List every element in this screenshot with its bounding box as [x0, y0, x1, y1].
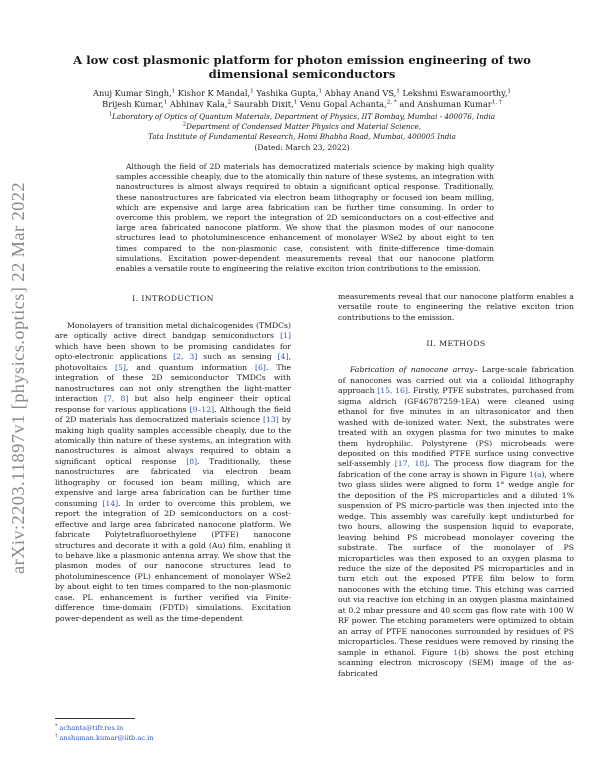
affiliation-text: Laboratory of Optics of Quantum Materials, Department of Physics, IIT Bombay, Mumbai - 400076, India	[112, 112, 496, 121]
affiliation-mark: 2	[182, 121, 187, 128]
author-affil-mark: 2	[227, 99, 232, 106]
author-affil-mark: 1	[250, 88, 254, 95]
author-affil-mark: 1	[171, 88, 176, 95]
footnote-email-link[interactable]: anshuman.kumar@iitb.ac.in	[59, 734, 154, 742]
arxiv-stamp	[6, 178, 30, 578]
citation-link[interactable]: [14]	[102, 498, 119, 508]
intro-continuation: measurements reveal that our nanocone platform enables a versatile route to engineering the relative exciton trion contributions to the emission.	[338, 292, 574, 322]
author-name: Abhinav Kala,	[167, 99, 228, 109]
footnote-mark: *	[55, 723, 58, 729]
affiliation-mark: 1	[108, 111, 113, 118]
citation-link[interactable]: a	[536, 469, 542, 479]
citation-link[interactable]: [8]	[186, 456, 198, 466]
author-name: Kishor K Mandal,	[175, 88, 251, 98]
paper-title: A low cost plasmonic platform for photon emission engineering of two dimensional semiconductors	[73, 53, 531, 81]
author-affil-mark: 1	[507, 88, 511, 95]
author-name: Yashika Gupta,	[253, 88, 319, 98]
citation-link[interactable]: [2, 3]	[173, 352, 198, 362]
citation-link[interactable]: [7, 8]	[103, 394, 129, 404]
footnote-mark: †	[55, 733, 58, 739]
citation-link[interactable]: [17, 18]	[394, 459, 428, 469]
author-affil-mark: 1, †	[491, 99, 502, 106]
dated-line: (Dated: March 23, 2022)	[254, 143, 350, 152]
author-affil-mark: 2, *	[386, 99, 397, 106]
citation-link[interactable]: [6]	[255, 362, 266, 372]
author-name: Anuj Kumar Singh,	[93, 88, 172, 98]
citation-link[interactable]: [5]	[115, 362, 126, 372]
footnote	[55, 724, 291, 733]
affiliation-line	[60, 112, 544, 122]
affiliation-text: Department of Condensed Matter Physics and Material Science,	[186, 122, 422, 131]
run-in-heading: Fabrication of nanocone array	[350, 365, 474, 375]
author-affil-mark: 1	[293, 99, 298, 106]
intro-heading: I. INTRODUCTION	[132, 294, 214, 303]
affiliation-line	[60, 132, 544, 142]
affiliation-text: Tata Institute of Fundamental Research, Homi Bhabha Road, Mumbai, 400005 India	[148, 132, 456, 141]
author-affil-mark: 1	[163, 99, 168, 106]
citation-link[interactable]: [1]	[280, 331, 291, 341]
author-name: Lekshmi Eswaramoorthy,	[399, 88, 508, 98]
author-affil-mark: 1	[318, 88, 323, 95]
author-name: Brijesh Kumar,	[102, 99, 164, 109]
left-column	[55, 292, 291, 624]
citation-link[interactable]: [15, 16]	[377, 386, 408, 396]
author-name: Venu Gopal Achanta,	[297, 99, 387, 109]
footnote	[55, 734, 291, 743]
citation-link[interactable]: [13]	[263, 415, 279, 425]
affiliations	[60, 112, 544, 142]
author-name: and Anshuman Kumar	[396, 99, 492, 109]
author-name: Abhay Anand VS,	[322, 88, 397, 98]
footnote-rule	[55, 718, 135, 719]
author-list	[60, 88, 544, 110]
citation-link[interactable]: [9–12]	[189, 404, 215, 414]
affiliation-line	[60, 122, 544, 132]
methods-heading: II. METHODS	[426, 339, 486, 349]
citation-link[interactable]: 1	[453, 647, 459, 657]
footnote-email-link[interactable]: achanta@tifr.res.in	[59, 724, 124, 732]
author-name: Saurabh Dixit,	[231, 99, 294, 109]
methods-paragraph: Fabrication of nanocone array– Large-scale fabrication of nanocones was carried out via a colloidal lithography approach [15, 16]. Firstly, PTFE substrates, purchased from sigma aldrich (GF46787259-1EA) were cleaned using ethanol for five minutes in an ultrasonicator and then washed with de-ionized water. Next, the substrates were treated with an oxygen plasma for two minutes to make them hydrophilic. Polystyrene (PS) microbeads were deposited on this modified PTFE surface using convective self-assembly [17, 18]. The process flow diagram for the fabrication of the cone array is shown in Figure 1(a), where two glass slides were aligned to form 1° wedge angle for the deposition of the PS microparticles and a diluted 1% suspension of PS micro-particle was then injected into the wedge. This assembly was carefully kept undisturbed for two hours, allowing the suspension liquid to evaporate, leaving behind PS microbead monolayer covering the substrate. The surface of the monolayer of PS microparticles was then exposed to an oxygen plasma to reduce the size of the deposited PS microparticles and in turn etch out the exposed PTFE film below to form nanocones with the etching time. This etching was carried out via reactive ion etching in an oxygen plasma maintained at 0.2 mbar pressure and 40 sccm gas flow rate with 100 W RF power. The etching parameters were optimized to obtain an array of PTFE nanocones surrounded by residues of PS microparticles. These residues were removed by rinsing the sample in ethanol. Figure 1(b) shows the post etching scanning electron microscopy (SEM) image of the as-fabricated	[338, 365, 574, 678]
citation-link[interactable]: [4]	[277, 352, 289, 362]
arxiv-stamp-text: arXiv:2203.11897v1 [physics.optics] 22 Mar 2022	[8, 201, 28, 574]
author-affil-mark: 1	[396, 88, 400, 95]
intro-paragraph: Monolayers of transition metal dichalcogenides (TMDCs) are optically active direct bandgap semiconductors [1] which have been shown to be promising candidates for opto-electronic applications [2, 3] such as sensing [4], photovoltaics [5], and quantum information [6]. The integration of these 2D semiconductor TMDCs with nanostructures can not only strengthen the light-matter interaction [7, 8] but also help engineer their optical response for various applications [9–12]. Although the field of 2D materials has democratized materials science [13] by making high quality samples accessible cheaply, due to the atomically thin nature of these systems, an integration with nanostructures is almost always required to obtain a significant optical response [8]. Traditionally, these nanostructures are fabricated via electron beam lithography or focused ion beam milling, which are expensive and large area fabrication can be further time consuming [14]. In order to overcome this problem, we report the integration of 2D semiconductors on a cost-effective and large area fabricated nanocone platform. We fabricate Polytetrafluoroethylene (PTFE) nanocone structures and decorate it with a gold (Au) film, enabling it to behave like a plasmonic antenna array. We show that the plasmon modes of our nanocone structures lead to photoluminescence (PL) enhancement of monolayer WSe2 by about eight to ten times compared to the non-plasmonic case. PL enhancement is further verified via Finite-difference time-domain (FDTD) simulations. Excitation power-dependent as well as the time-dependent	[55, 321, 292, 623]
abstract: Although the field of 2D materials has democratized materials science by making high quality samples accessible cheaply, due to the atomically thin nature of these systems, an integration with nanostructures is almost always required to obtain a significant optical response. Traditionally, these nanostructures are fabricated via electron beam lithography or focused ion beam milling, which are expensive and large area fabrication can be further time consuming. In order to overcome this problem, we report the integration of 2D semiconductors on a cost-effective and large area fabricated nanocone platform. We show that the plasmon modes of our nanocone structures lead to photoluminescence enhancement of monolayer WSe2 by about eight to ten times compared to the non-plasmonic case, consistent with finite-difference time-domain simulations. Excitation power-dependent measurements reveal that our nanocone platform enables a versatile route to engineering the relative exciton trion contributions to the emission.	[116, 162, 494, 274]
citation-link[interactable]: 1	[529, 469, 534, 479]
right-column	[338, 292, 574, 679]
